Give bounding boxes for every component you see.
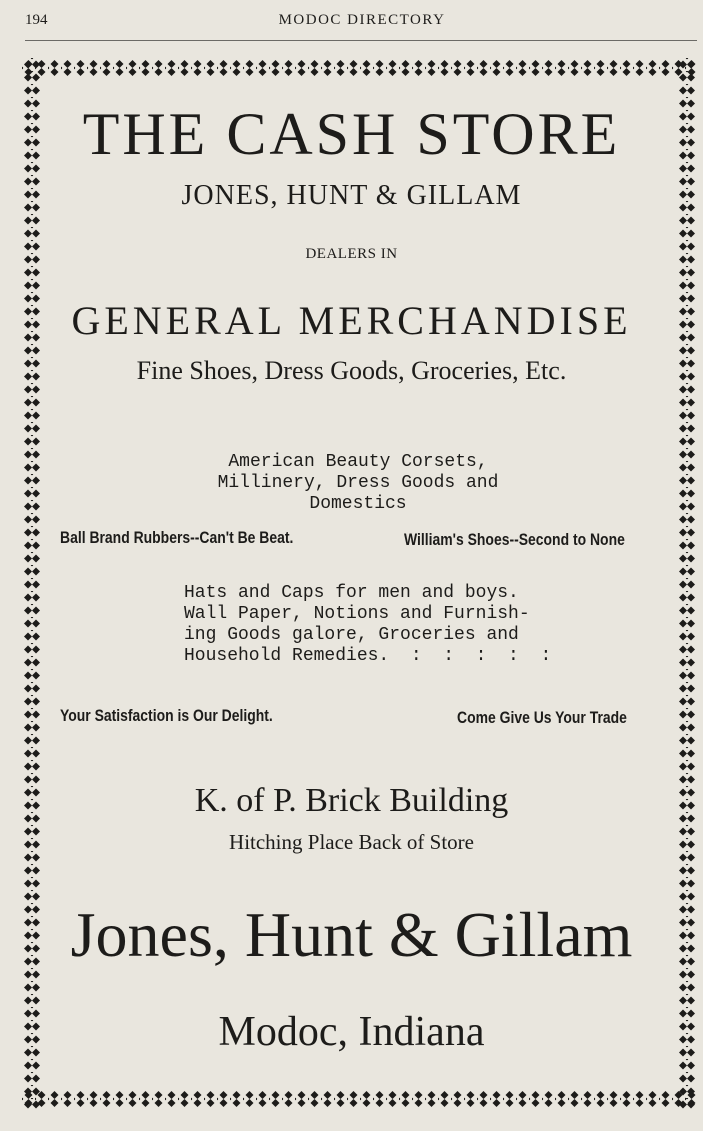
building-line: K. of P. Brick Building (194, 782, 509, 819)
williams-shoes-slogan: William's Shoes--Second to None (404, 530, 625, 549)
ornamental-border-bottom (22, 1089, 697, 1109)
hats-line: Wall Paper, Notions and Furnish- (184, 604, 530, 624)
goods-line: Fine Shoes, Dress Goods, Groceries, Etc. (136, 356, 567, 385)
dealers-in-label: DEALERS IN (305, 246, 398, 262)
proprietors-subtitle: JONES, HUNT & GILLAM (181, 180, 522, 211)
ornamental-border-top (22, 58, 697, 78)
header-rule (25, 40, 697, 41)
hats-line: ing Goods galore, Groceries and (184, 625, 519, 645)
trade-slogan: Come Give Us Your Trade (457, 708, 627, 727)
hats-paragraph (184, 583, 551, 667)
ball-brand-slogan: Ball Brand Rubbers--Can't Be Beat. (60, 528, 294, 547)
store-title: THE CASH STORE (82, 101, 621, 167)
hitching-line: Hitching Place Back of Store (229, 830, 474, 854)
location-line: Modoc, Indiana (218, 1009, 485, 1055)
corsets-text: American Beauty Corsets, Millinery, Dress Goods and Domestics (217, 452, 499, 514)
hats-line: Household Remedies. : : : : : (184, 646, 552, 666)
merchandise-headline: GENERAL MERCHANDISE (71, 298, 632, 343)
page-number: 194 (25, 12, 48, 28)
running-title: MODOC DIRECTORY (278, 12, 446, 28)
hats-line: Hats and Caps for men and boys. (184, 583, 519, 603)
firm-name: Jones, Hunt & Gillam (70, 899, 633, 970)
satisfaction-slogan: Your Satisfaction is Our Delight. (60, 706, 273, 725)
